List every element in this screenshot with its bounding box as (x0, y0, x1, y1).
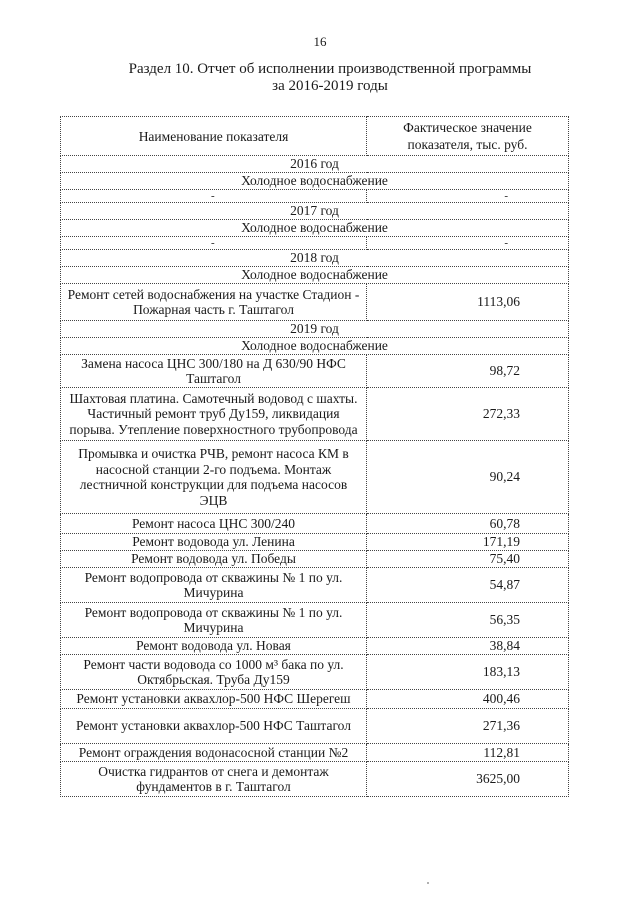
header-value: Фактическое значение показателя, тыс. руб. (367, 117, 569, 156)
category-cell: Холодное водоснабжение (61, 338, 569, 355)
scan-speck (427, 882, 429, 884)
indicator-name-cell: Ремонт водопровода от скважины № 1 по ул. Мичурина (61, 568, 367, 603)
indicator-value-cell: 171,19 (367, 534, 569, 551)
report-table (60, 116, 569, 797)
indicator-name-cell: Ремонт части водовода со 1000 м³ бака по ул. Октябрьская. Труба Ду159 (61, 655, 367, 690)
year-cell: 2019 год (61, 321, 569, 338)
dash-name-cell: - (61, 190, 367, 203)
header-row (61, 117, 569, 156)
indicator-value-cell: 400,46 (367, 690, 569, 709)
category-row (61, 267, 569, 284)
indicator-name-cell: Ремонт водовода ул. Победы (61, 551, 367, 568)
indicator-name-cell: Ремонт установки аквахлор-500 НФС Шерегеш (61, 690, 367, 709)
category-row (61, 173, 569, 190)
table-row (61, 655, 569, 690)
table-row (61, 603, 569, 638)
indicator-value-cell: 1113,06 (367, 284, 569, 321)
table-row (61, 690, 569, 709)
table-row (61, 514, 569, 534)
table-row (61, 355, 569, 388)
table-row (61, 762, 569, 797)
table-row (61, 551, 569, 568)
indicator-value-cell: 38,84 (367, 638, 569, 655)
indicator-value-cell: 272,33 (367, 388, 569, 441)
indicator-name-cell: Ремонт ограждения водонасосной станции №2 (61, 744, 367, 762)
year-row (61, 250, 569, 267)
page-title (60, 61, 600, 95)
table-row (61, 237, 569, 250)
indicator-name-cell: Ремонт водовода ул. Ленина (61, 534, 367, 551)
indicator-name-cell: Ремонт установки аквахлор-500 НФС Таштагол (61, 709, 367, 744)
indicator-name-cell: Очистка гидрантов от снега и демонтаж фундаментов в г. Таштагол (61, 762, 367, 797)
category-row (61, 338, 569, 355)
indicator-value-cell: 3625,00 (367, 762, 569, 797)
category-cell: Холодное водоснабжение (61, 173, 569, 190)
year-cell: 2017 год (61, 203, 569, 220)
indicator-value-cell: 54,87 (367, 568, 569, 603)
year-cell: 2016 год (61, 156, 569, 173)
category-cell: Холодное водоснабжение (61, 267, 569, 284)
indicator-value-cell: 90,24 (367, 441, 569, 514)
indicator-name-cell: Ремонт насоса ЦНС 300/240 (61, 514, 367, 534)
table-row (61, 441, 569, 514)
year-row (61, 203, 569, 220)
category-row (61, 220, 569, 237)
indicator-value-cell: 112,81 (367, 744, 569, 762)
indicator-value-cell: 271,36 (367, 709, 569, 744)
table-body (61, 156, 569, 797)
indicator-value-cell: 183,13 (367, 655, 569, 690)
table-row (61, 190, 569, 203)
table-row (61, 709, 569, 744)
page-number: 16 (313, 34, 327, 49)
dash-value-cell: - (367, 190, 569, 203)
indicator-value-cell: 56,35 (367, 603, 569, 638)
year-row (61, 321, 569, 338)
year-row (61, 156, 569, 173)
indicator-value-cell: 75,40 (367, 551, 569, 568)
indicator-value-cell: 98,72 (367, 355, 569, 388)
header-name: Наименование показателя (61, 117, 367, 156)
indicator-name-cell: Промывка и очистка РЧВ, ремонт насоса КМ в насосной станции 2-го подъема. Монтаж лестничной конструкции для подъема насосов ЭЦВ (61, 441, 367, 514)
indicator-name-cell: Замена насоса ЦНС 300/180 на Д 630/90 НФС Таштагол (61, 355, 367, 388)
table-row (61, 534, 569, 551)
title-line-2: за 2016-2019 годы (272, 78, 388, 94)
table-row (61, 638, 569, 655)
category-cell: Холодное водоснабжение (61, 220, 569, 237)
dash-name-cell: - (61, 237, 367, 250)
table-row (61, 568, 569, 603)
table-row (61, 744, 569, 762)
indicator-name-cell: Шахтовая платина. Самотечный водовод с шахты. Частичный ремонт труб Ду159, ликвидация порыва. Утепление поверхностного трубопровода (61, 388, 367, 441)
indicator-name-cell: Ремонт сетей водоснабжения на участке Стадион - Пожарная часть г. Таштагол (61, 284, 367, 321)
dash-value-cell: - (367, 237, 569, 250)
table-row (61, 284, 569, 321)
indicator-value-cell: 60,78 (367, 514, 569, 534)
title-line-1: Раздел 10. Отчет об исполнении производственной программы (128, 61, 532, 77)
indicator-name-cell: Ремонт водопровода от скважины № 1 по ул. Мичурина (61, 603, 367, 638)
table-row (61, 388, 569, 441)
year-cell: 2018 год (61, 250, 569, 267)
indicator-name-cell: Ремонт водовода ул. Новая (61, 638, 367, 655)
